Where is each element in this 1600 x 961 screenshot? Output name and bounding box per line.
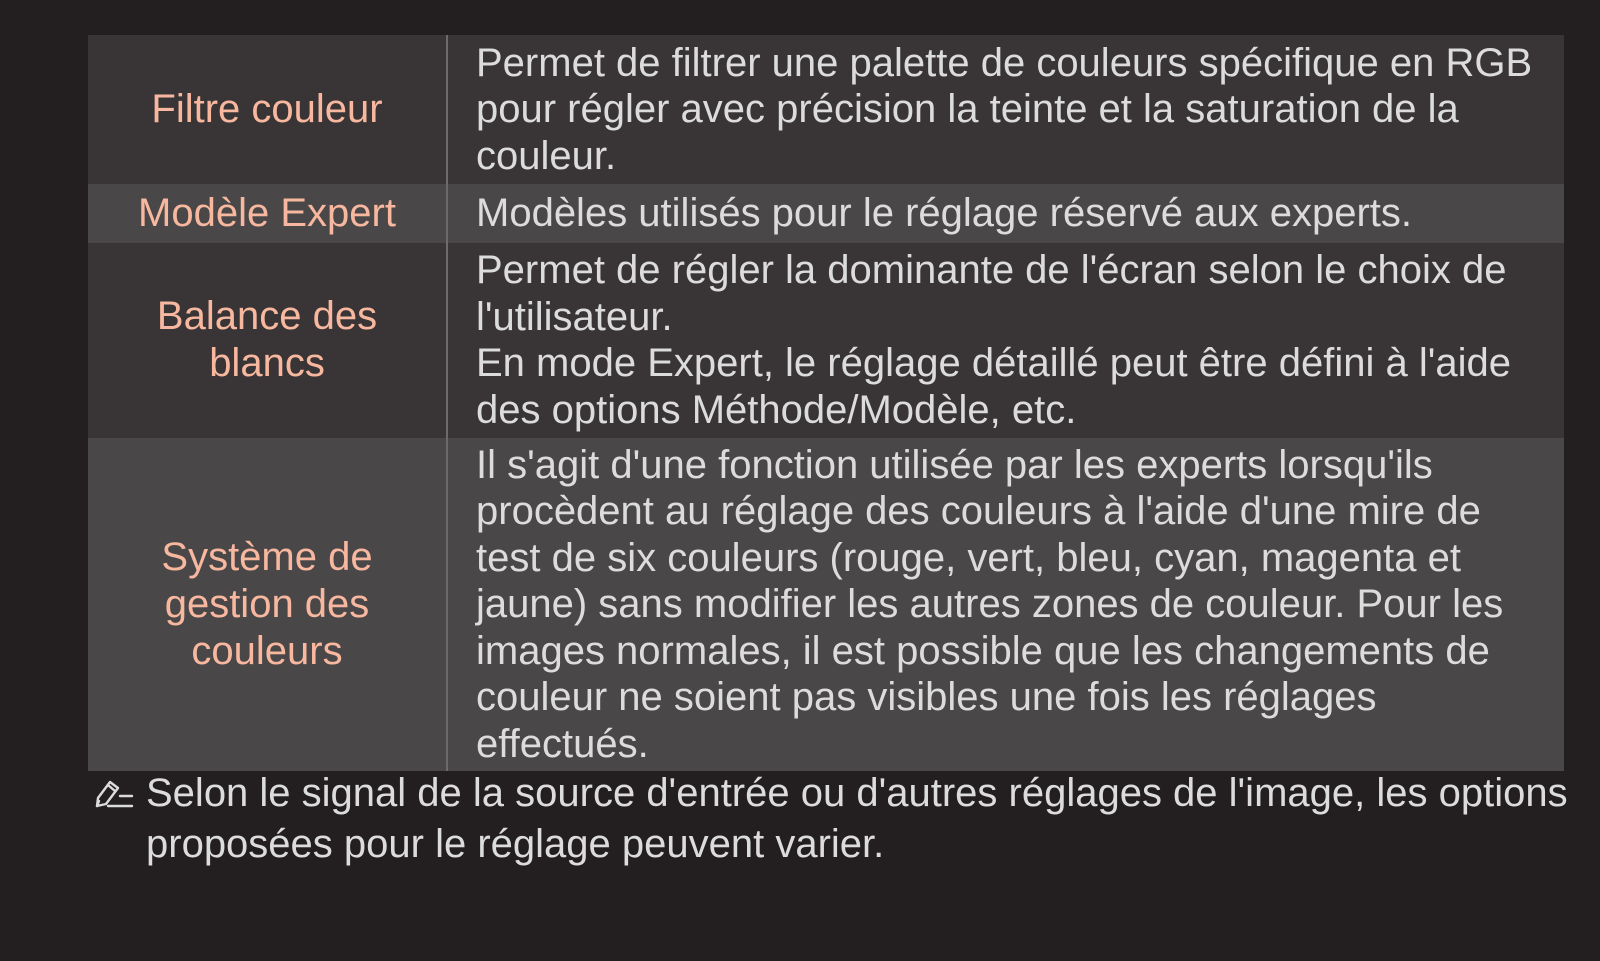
description-systeme-gestion-couleurs: Il s'agit d'une fonction utilisée par les experts lorsqu'ils procèdent au réglage des couleurs à l'aide d'une mire de test de six couleurs (rouge, vert, bleu, cyan, magenta et jaune) sans modifier les autres zones de couleur. Pour les images normales, il est possible que les changements de couleur ne soient pas visibles une fois les réglages effectués.	[447, 438, 1564, 772]
note	[94, 768, 1574, 870]
note-text: Selon le signal de la source d'entrée ou d'autres réglages de l'image, les options proposées pour le réglage peuvent varier.	[146, 771, 1568, 866]
table-row-systeme-gestion-couleurs	[88, 438, 1564, 772]
pencil-note-icon	[94, 776, 146, 828]
term-balance-des-blancs: Balance des blancs	[88, 243, 447, 438]
table-row-modele-expert	[88, 184, 1564, 243]
settings-table	[88, 35, 1564, 771]
term-modele-expert: Modèle Expert	[88, 184, 447, 243]
term-filtre-couleur: Filtre couleur	[88, 35, 447, 184]
term-systeme-gestion-couleurs: Système de gestion des couleurs	[88, 438, 447, 772]
description-balance-des-blancs	[447, 243, 1564, 438]
description-filtre-couleur: Permet de filtrer une palette de couleurs spécifique en RGB pour régler avec précision la teinte et la saturation de la couleur.	[447, 35, 1564, 184]
description-balance-des-blancs-line1: Permet de régler la dominante de l'écran selon le choix de l'utilisateur.	[476, 248, 1507, 339]
table-row-filtre-couleur	[88, 35, 1564, 184]
table-row-balance-des-blancs	[88, 243, 1564, 438]
description-modele-expert: Modèles utilisés pour le réglage réservé aux experts.	[447, 184, 1564, 243]
description-balance-des-blancs-line2: En mode Expert, le réglage détaillé peut être défini à l'aide des options Méthode/Modèle, etc.	[476, 341, 1511, 432]
